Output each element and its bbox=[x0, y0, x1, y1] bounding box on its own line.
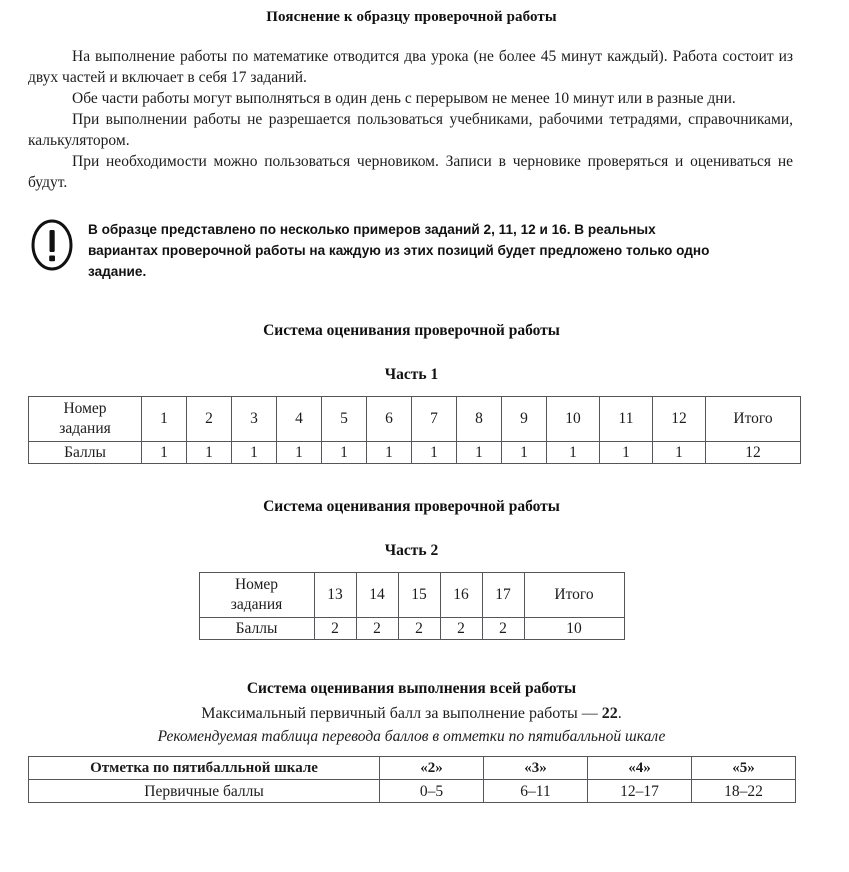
part1-task-number: 5 bbox=[322, 397, 367, 442]
intro-paragraph-4: При необходимости можно пользоваться черновиком. Записи в черновике проверяться и оцениваться не будут. bbox=[28, 153, 793, 191]
part2-points: 2 bbox=[356, 618, 398, 640]
part2-task-number: 17 bbox=[482, 573, 524, 618]
score-range: 12–17 bbox=[588, 780, 692, 803]
part2-points: 2 bbox=[314, 618, 356, 640]
part1-points: 1 bbox=[457, 442, 502, 464]
score-range: 18–22 bbox=[692, 780, 796, 803]
max-score-value: 22 bbox=[601, 705, 618, 722]
score-range: 6–11 bbox=[484, 780, 588, 803]
part1-points: 1 bbox=[322, 442, 367, 464]
part1-task-number: 8 bbox=[457, 397, 502, 442]
grade-conversion-table bbox=[28, 756, 796, 803]
part1-sub-title: Часть 1 bbox=[384, 366, 439, 383]
part2-task-number: 14 bbox=[356, 573, 398, 618]
max-score-line bbox=[28, 705, 795, 723]
intro-paragraph-1: На выполнение работы по математике отводится два урока (не более 45 минут каждый). Работа состоит из двух частей и включает в себя 17 заданий. bbox=[28, 48, 793, 86]
grade-value: «2» bbox=[380, 757, 484, 780]
grade-value: «4» bbox=[588, 757, 692, 780]
part1-task-number: 2 bbox=[187, 397, 232, 442]
part1-task-number: 7 bbox=[412, 397, 457, 442]
intro-paragraph-2: Обе части работы могут выполняться в один день с перерывом не менее 10 минут или в разные дни. bbox=[72, 90, 736, 107]
part1-task-number: 4 bbox=[277, 397, 322, 442]
grade-table-caption: Рекомендуемая таблица перевода баллов в отметки по пятибалльной шкале bbox=[157, 728, 666, 745]
page-title: Пояснение к образцу проверочной работы bbox=[266, 9, 557, 25]
part1-task-number: 11 bbox=[600, 397, 653, 442]
part1-points: 1 bbox=[547, 442, 600, 464]
grade-row-label: Отметка по пятибалльной шкале bbox=[29, 757, 380, 780]
part1-points: 1 bbox=[187, 442, 232, 464]
part2-points: 2 bbox=[482, 618, 524, 640]
part1-points-label: Баллы bbox=[29, 442, 142, 464]
part1-total-label: Итого bbox=[706, 397, 801, 442]
part1-points: 1 bbox=[367, 442, 412, 464]
part1-task-number: 1 bbox=[142, 397, 187, 442]
score-range: 0–5 bbox=[380, 780, 484, 803]
notice-block bbox=[28, 217, 795, 282]
part1-row-label-line1: Номер bbox=[63, 400, 107, 417]
part1-points: 1 bbox=[142, 442, 187, 464]
table-row bbox=[29, 780, 796, 803]
part2-points-label: Баллы bbox=[199, 618, 314, 640]
intro-paragraph-3: При выполнении работы не разрешается пользоваться учебниками, рабочими тетрадями, справочниками, калькулятором. bbox=[28, 111, 793, 149]
part2-total-label: Итого bbox=[524, 573, 624, 618]
part2-task-number: 13 bbox=[314, 573, 356, 618]
part1-points: 1 bbox=[277, 442, 322, 464]
part1-section-title: Система оценивания проверочной работы bbox=[263, 322, 560, 339]
part2-score-table bbox=[199, 572, 625, 640]
part1-points: 1 bbox=[600, 442, 653, 464]
part1-points: 1 bbox=[502, 442, 547, 464]
part2-sub-title: Часть 2 bbox=[384, 542, 439, 559]
part1-score-table bbox=[28, 396, 801, 464]
part2-row-label-line1: Номер bbox=[234, 576, 279, 593]
part2-task-number: 15 bbox=[398, 573, 440, 618]
intro-section bbox=[28, 46, 795, 193]
part1-task-number: 10 bbox=[547, 397, 600, 442]
part1-task-number: 9 bbox=[502, 397, 547, 442]
max-score-suffix: . bbox=[617, 705, 622, 722]
table-row bbox=[29, 757, 796, 780]
part2-row-label-line2: задания bbox=[230, 596, 283, 613]
table-row bbox=[29, 397, 801, 442]
overall-section-title: Система оценивания выполнения всей работы bbox=[246, 680, 577, 697]
max-score-prefix: Максимальный первичный балл за выполнение работы — bbox=[201, 705, 602, 722]
part1-row-label bbox=[29, 397, 142, 442]
grade-value: «3» bbox=[484, 757, 588, 780]
part1-task-number: 3 bbox=[232, 397, 277, 442]
part2-points: 2 bbox=[398, 618, 440, 640]
part2-task-number: 16 bbox=[440, 573, 482, 618]
part1-total-points: 12 bbox=[706, 442, 801, 464]
part2-section-title: Система оценивания проверочной работы bbox=[263, 498, 560, 515]
grade-value: «5» bbox=[692, 757, 796, 780]
part2-row-label bbox=[199, 573, 314, 618]
part1-task-number: 12 bbox=[653, 397, 706, 442]
score-row-label: Первичные баллы bbox=[29, 780, 380, 803]
table-row bbox=[29, 442, 801, 464]
exclamation-circle-icon bbox=[30, 217, 74, 273]
part1-points: 1 bbox=[653, 442, 706, 464]
part1-points: 1 bbox=[412, 442, 457, 464]
table-row bbox=[199, 573, 624, 618]
part2-total-points: 10 bbox=[524, 618, 624, 640]
part1-task-number: 6 bbox=[367, 397, 412, 442]
part2-points: 2 bbox=[440, 618, 482, 640]
part1-row-label-line2: задания bbox=[59, 420, 111, 437]
part1-points: 1 bbox=[232, 442, 277, 464]
notice-text: В образце представлено по несколько примеров заданий 2, 11, 12 и 16. В реальных вариантах проверочной работы на каждую из этих позиций будет предложено только одно задание. bbox=[88, 222, 710, 279]
table-row bbox=[199, 618, 624, 640]
